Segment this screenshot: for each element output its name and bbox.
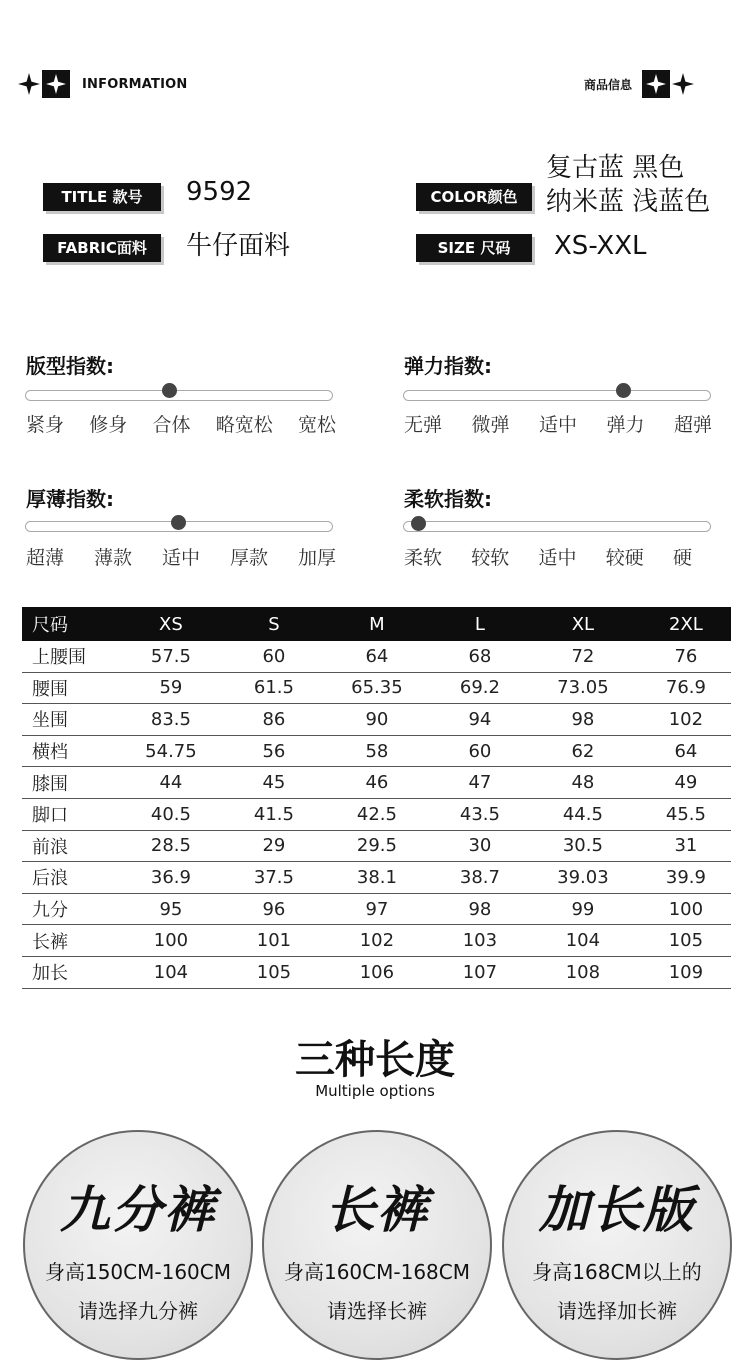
- table-cell: 72: [525, 641, 641, 672]
- table-cell: 108: [525, 956, 641, 988]
- table-row-label: 上腰围: [22, 641, 113, 672]
- length-option-card: [262, 1130, 492, 1360]
- index-option: 微弹: [471, 414, 510, 436]
- table-header-cell: XS: [113, 607, 229, 641]
- table-cell: 43.5: [435, 798, 525, 830]
- table-row-label: 脚口: [22, 798, 113, 830]
- header-right: [584, 70, 694, 98]
- index-title: 弹力指数:: [404, 354, 492, 378]
- table-cell: 54.75: [113, 735, 229, 767]
- table-row: [22, 956, 731, 988]
- index-option: 修身: [89, 414, 128, 436]
- index-option: 较硬: [605, 547, 644, 569]
- table-cell: 68: [435, 641, 525, 672]
- table-cell: 73.05: [525, 672, 641, 704]
- length-option-height: 身高150CM-160CM: [44, 1260, 231, 1284]
- index-option: 较软: [471, 547, 510, 569]
- index-title: 厚薄指数:: [26, 487, 114, 511]
- length-option-card: [502, 1130, 732, 1360]
- table-row: [22, 830, 731, 862]
- table-cell: 104: [113, 956, 229, 988]
- length-option-advice: 请选择加长裤: [557, 1299, 677, 1323]
- four-point-star-icon: [672, 73, 694, 95]
- table-cell: 86: [229, 704, 319, 736]
- table-cell: 104: [525, 925, 641, 957]
- table-row-label: 长裤: [22, 925, 113, 957]
- table-row-label: 后浪: [22, 862, 113, 894]
- table-row-label: 腰围: [22, 672, 113, 704]
- table-cell: 30: [435, 830, 525, 862]
- index-option: 薄款: [93, 547, 132, 569]
- table-cell: 29.5: [319, 830, 435, 862]
- table-cell: 97: [319, 893, 435, 925]
- table-cell: 62: [525, 735, 641, 767]
- index-option: 合体: [152, 414, 191, 436]
- table-cell: 49: [641, 767, 731, 799]
- index-option: 无弹: [404, 414, 443, 436]
- table-cell: 76.9: [641, 672, 731, 704]
- index-option: 柔软: [404, 547, 443, 569]
- index-option: 加厚: [297, 547, 336, 569]
- table-row-label: 加长: [22, 956, 113, 988]
- table-cell: 30.5: [525, 830, 641, 862]
- table-row: [22, 704, 731, 736]
- index-title: 版型指数:: [26, 354, 114, 378]
- table-header-row: [22, 607, 731, 641]
- index-track: [403, 390, 711, 401]
- table-cell: 39.03: [525, 862, 641, 894]
- color-value-line1: 复古蓝 黑色: [546, 153, 685, 183]
- table-cell: 48: [525, 767, 641, 799]
- table-row: [22, 798, 731, 830]
- index-track: [25, 390, 333, 401]
- index-options: [26, 410, 336, 437]
- title-value: 9592: [186, 177, 253, 207]
- table-cell: 100: [113, 925, 229, 957]
- table-cell: 38.7: [435, 862, 525, 894]
- length-option-advice: 请选择九分裤: [78, 1299, 198, 1323]
- length-option-card: [23, 1130, 253, 1360]
- table-cell: 57.5: [113, 641, 229, 672]
- index-option: 超薄: [26, 547, 65, 569]
- header-left-text: INFORMATION: [82, 76, 188, 92]
- index-option: 弹力: [606, 414, 645, 436]
- table-cell: 45: [229, 767, 319, 799]
- table-cell: 101: [229, 925, 319, 957]
- table-cell: 38.1: [319, 862, 435, 894]
- table-cell: 28.5: [113, 830, 229, 862]
- fabric-value: 牛仔面料: [186, 231, 291, 261]
- table-cell: 106: [319, 956, 435, 988]
- index-option: 紧身: [26, 414, 65, 436]
- table-cell: 36.9: [113, 862, 229, 894]
- index-option: 适中: [538, 547, 577, 569]
- table-cell: 102: [641, 704, 731, 736]
- size-table: [22, 607, 731, 989]
- table-cell: 90: [319, 704, 435, 736]
- table-cell: 44.5: [525, 798, 641, 830]
- color-value-line2: 纳米蓝 浅蓝色: [546, 187, 711, 217]
- table-cell: 103: [435, 925, 525, 957]
- table-row-label: 坐围: [22, 704, 113, 736]
- table-header-cell: 2XL: [641, 607, 731, 641]
- table-cell: 109: [641, 956, 731, 988]
- table-cell: 98: [435, 893, 525, 925]
- table-cell: 69.2: [435, 672, 525, 704]
- index-option: 适中: [538, 414, 577, 436]
- size-label: SIZE 尺码: [416, 234, 532, 262]
- header-left: [18, 70, 187, 98]
- table-row: [22, 735, 731, 767]
- table-row: [22, 641, 731, 672]
- table-header-cell: 尺码: [22, 607, 113, 641]
- table-cell: 60: [435, 735, 525, 767]
- lengths-subtitle: Multiple options: [315, 1082, 435, 1100]
- index-knob: [162, 383, 177, 398]
- table-cell: 42.5: [319, 798, 435, 830]
- four-point-star-box-icon: [642, 70, 670, 98]
- table-cell: 100: [641, 893, 731, 925]
- table-row: [22, 925, 731, 957]
- table-cell: 65.35: [319, 672, 435, 704]
- index-option: 宽松: [297, 414, 336, 436]
- table-cell: 60: [229, 641, 319, 672]
- header-right-text: 商品信息: [583, 77, 632, 92]
- table-cell: 46: [319, 767, 435, 799]
- table-cell: 99: [525, 893, 641, 925]
- four-point-star-box-icon: [42, 70, 70, 98]
- table-body: [22, 641, 731, 988]
- table-row-label: 九分: [22, 893, 113, 925]
- length-option-advice: 请选择长裤: [327, 1299, 427, 1323]
- lengths-title: 三种长度: [295, 1037, 455, 1083]
- length-option-name: 九分裤: [60, 1181, 216, 1239]
- four-point-star-icon: [18, 73, 40, 95]
- size-value: XS-XXL: [554, 231, 647, 261]
- length-option-height: 身高160CM-168CM: [283, 1260, 470, 1284]
- table-row-label: 膝围: [22, 767, 113, 799]
- color-label: COLOR颜色: [416, 183, 532, 211]
- title-label: TITLE 款号: [43, 183, 161, 211]
- table-cell: 47: [435, 767, 525, 799]
- table-cell: 59: [113, 672, 229, 704]
- fabric-label: FABRIC面料: [43, 234, 161, 262]
- table-cell: 41.5: [229, 798, 319, 830]
- table-cell: 45.5: [641, 798, 731, 830]
- table-row: [22, 672, 731, 704]
- table-header-cell: L: [435, 607, 525, 641]
- table-cell: 94: [435, 704, 525, 736]
- table-cell: 76: [641, 641, 731, 672]
- table-cell: 29: [229, 830, 319, 862]
- index-title: 柔软指数:: [404, 487, 492, 511]
- table-header-cell: M: [319, 607, 435, 641]
- length-option-height: 身高168CM以上的: [532, 1260, 702, 1284]
- index-knob: [171, 515, 186, 530]
- index-options: [404, 543, 692, 570]
- index-options: [404, 410, 712, 437]
- table-cell: 44: [113, 767, 229, 799]
- table-cell: 102: [319, 925, 435, 957]
- table-cell: 64: [319, 641, 435, 672]
- index-option: 略宽松: [215, 414, 273, 436]
- table-cell: 64: [641, 735, 731, 767]
- table-cell: 61.5: [229, 672, 319, 704]
- table-row: [22, 862, 731, 894]
- table-header-cell: XL: [525, 607, 641, 641]
- index-options: [26, 543, 336, 570]
- table-row-label: 前浪: [22, 830, 113, 862]
- table-header-cell: S: [229, 607, 319, 641]
- table-cell: 40.5: [113, 798, 229, 830]
- table-cell: 37.5: [229, 862, 319, 894]
- table-cell: 105: [229, 956, 319, 988]
- length-option-name: 加长版: [539, 1181, 695, 1239]
- table-cell: 39.9: [641, 862, 731, 894]
- index-option: 厚款: [229, 547, 268, 569]
- table-cell: 105: [641, 925, 731, 957]
- table-row: [22, 767, 731, 799]
- table-cell: 107: [435, 956, 525, 988]
- table-cell: 96: [229, 893, 319, 925]
- table-cell: 31: [641, 830, 731, 862]
- table-cell: 95: [113, 893, 229, 925]
- table-cell: 58: [319, 735, 435, 767]
- table-cell: 56: [229, 735, 319, 767]
- table-cell: 98: [525, 704, 641, 736]
- index-option: 超弹: [673, 414, 712, 436]
- table-row: [22, 893, 731, 925]
- index-option: 适中: [161, 547, 200, 569]
- length-option-name: 长裤: [325, 1181, 429, 1239]
- index-option: 硬: [672, 547, 692, 569]
- index-track: [403, 521, 711, 532]
- table-cell: 83.5: [113, 704, 229, 736]
- table-row-label: 横档: [22, 735, 113, 767]
